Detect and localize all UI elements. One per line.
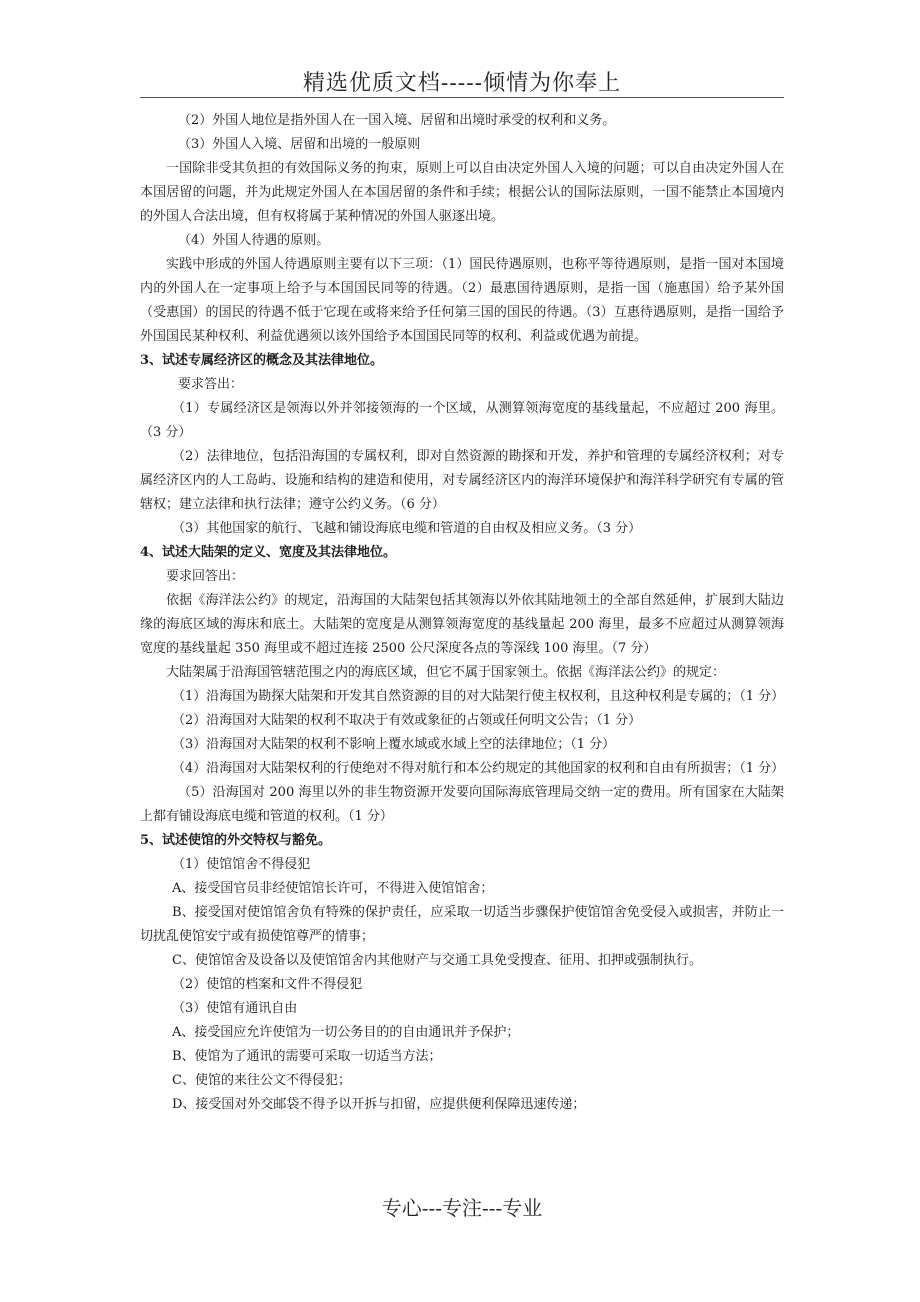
- paragraph: 依据《海洋法公约》的规定，沿海国的大陆架包括其领海以外依其陆地领土的全部自然延伸，扩展到大陆边缘的海底区域的海床和底土。大陆架的宽度是从测算领海宽度的基线量起 200 海里，最多不应超过从测算领海宽度的基线量起 350 海里或不超过连接 2500 公尺深度各点的等深线 100 海里。（7 分）: [140, 593, 784, 656]
- paragraph: C、使馆馆舍及设备以及使馆馆舍内其他财产与交通工具免受搜查、征用、扣押或强制执行。: [172, 953, 702, 968]
- section-heading: 4、试述大陆架的定义、宽度及其法律地位。: [140, 545, 397, 560]
- paragraph: （1）专属经济区是领海以外并邻接领海的一个区域，从测算领海宽度的基线量起，不应超过 200 海里。（3 分）: [140, 401, 784, 440]
- document-body: [140, 109, 784, 1117]
- paragraph: （3）其他国家的航行、飞越和铺设海底电缆和管道的自由权及相应义务。（3 分）: [172, 521, 642, 536]
- paragraph: 实践中形成的外国人待遇原则主要有以下三项：（1）国民待遇原则，也称平等待遇原则，是指一国对本国境内的外国人在一定事项上给予与本国国民同等的待遇。（2）最惠国待遇原则，是指一国（施惠国）给予某外国（受惠国）的国民的待遇不低于它现在或将来给予任何第三国的国民的待遇。（3）互惠待遇原则，是指一国给予外国国民某种权利、利益优遇须以该外国给予本国国民同等的权利、利益或优遇为前提。: [140, 257, 784, 344]
- paragraph: （2）使馆的档案和文件不得侵犯: [172, 977, 363, 992]
- paragraph: （2）沿海国对大陆架的权利不取决于有效或象征的占领或任何明文公告；（1 分）: [172, 713, 642, 728]
- paragraph: （1）沿海国为勘探大陆架和开发其自然资源的目的对大陆架行使主权权利，且这种权利是专属的；（1 分）: [172, 689, 785, 704]
- page-footer-text: 专心---专注---专业: [381, 1196, 543, 1220]
- section-heading: 5、试述使馆的外交特权与豁免。: [140, 833, 332, 848]
- paragraph: D、接受国对外交邮袋不得予以开拆与扣留，应提供便利保障迅速传递；: [172, 1097, 586, 1112]
- page-header-title: 精选优质文档-----倾情为你奉上: [302, 71, 622, 96]
- paragraph: （4）外国人待遇的原则。: [178, 233, 330, 248]
- paragraph: B、使馆为了通讯的需要可采取一切适当方法；: [172, 1049, 442, 1064]
- paragraph: （3）外国人入境、居留和出境的一般原则: [178, 137, 421, 152]
- section-heading: 3、试述专属经济区的概念及其法律地位。: [140, 353, 384, 368]
- paragraph: （4）沿海国对大陆架权利的行使绝对不得对航行和本公约规定的其他国家的权利和自由有所损害；（1 分）: [172, 761, 785, 776]
- paragraph: 要求回答出：: [166, 569, 245, 584]
- paragraph: A、接受国官员非经使馆馆长许可，不得进入使馆馆舍；: [172, 881, 494, 896]
- paragraph: 大陆架属于沿海国管辖范围之内的海底区域，但它不属于国家领土。依据《海洋法公约》的规定：: [166, 665, 726, 680]
- header-divider: [140, 97, 784, 98]
- paragraph: （2）外国人地位是指外国人在一国入境、居留和出境时承受的权利和义务。: [178, 113, 616, 128]
- paragraph: 一国除非受其负担的有效国际义务的拘束，原则上可以自由决定外国人入境的问题；可以自由决定外国人在本国居留的问题，并为此规定外国人在本国居留的条件和手续；根据公认的国际法原则，一国不能禁止本国境内的外国人合法出境，但有权将属于某种情况的外国人驱逐出境。: [140, 161, 784, 224]
- paragraph: C、使馆的来往公文不得侵犯；: [172, 1073, 351, 1088]
- paragraph: 要求答出：: [178, 377, 244, 392]
- paragraph: （1）使馆馆舍不得侵犯: [172, 857, 311, 872]
- paragraph: A、接受国应允许使馆为一切公务目的的自由通讯并予保护；: [172, 1025, 520, 1040]
- paragraph: （5）沿海国对 200 海里以外的非生物资源开发要向国际海底管理局交纳一定的费用。所有国家在大陆架上都有铺设海底电缆和管道的权利。（1 分）: [140, 785, 784, 824]
- paragraph: （3）沿海国对大陆架的权利不影响上覆水域或水域上空的法律地位；（1 分）: [172, 737, 616, 752]
- paragraph: （3）使馆有通讯自由: [172, 1001, 298, 1016]
- paragraph: （2）法律地位，包括沿海国的专属权利，即对自然资源的勘探和开发，养护和管理的专属经济权利；对专属经济区内的人工岛屿、设施和结构的建造和使用，对专属经济区内的海洋环境保护和海洋科学研究有专属的管辖权；建立法律和执行法律；遵守公约义务。（6 分）: [140, 449, 784, 512]
- paragraph: B、接受国对使馆馆舍负有特殊的保护责任，应采取一切适当步骤保护使馆馆舍免受侵入或损害，并防止一切扰乱使馆安宁或有损使馆尊严的情事；: [140, 905, 784, 944]
